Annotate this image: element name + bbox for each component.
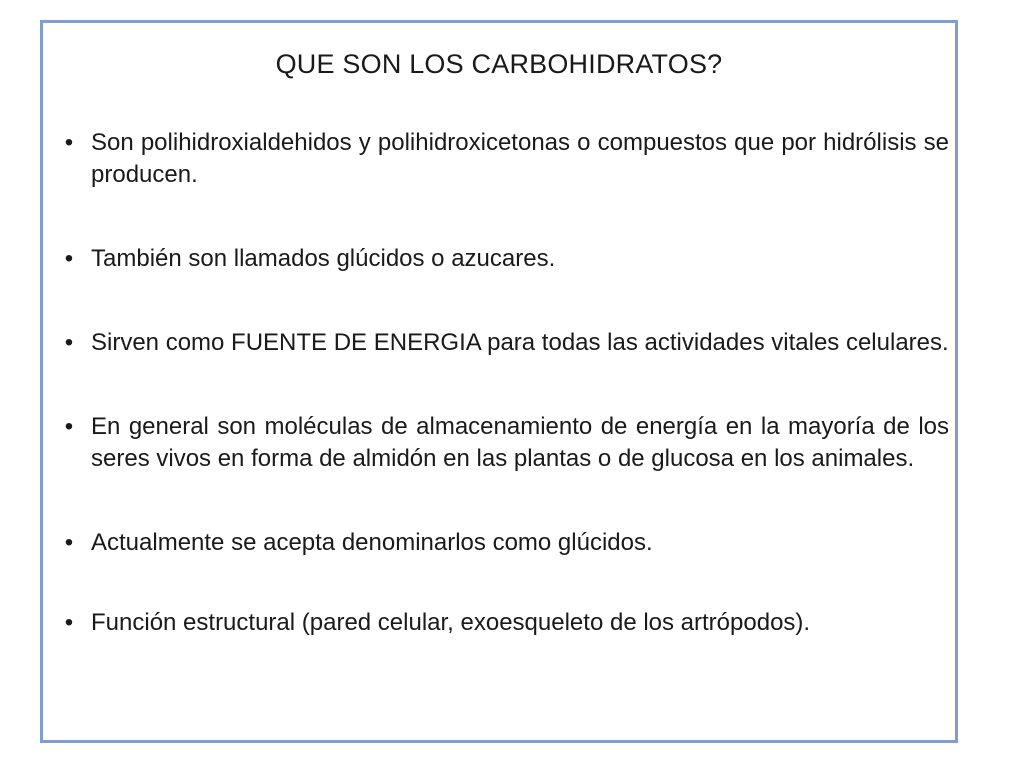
- bullet-text: Son polihidroxialdehidos y polihidroxicetonas o compuestos que por hidrólisis se producen.: [91, 129, 949, 188]
- bullet-item: [43, 607, 955, 639]
- bullet-dot-icon: •: [64, 609, 74, 636]
- bullet-text: En general son moléculas de almacenamiento de energía en la mayoría de los seres vivos en forma de almidón en las plantas o de glucosa en los animales.: [91, 413, 949, 472]
- bullet-dot-icon: •: [64, 529, 74, 556]
- bullet-dot-icon: •: [64, 329, 74, 356]
- bullet-text: Función estructural (pared celular, exoesqueleto de los artrópodos).: [91, 609, 811, 636]
- bullet-text: Sirven como FUENTE DE ENERGIA para todas las actividades vitales celulares.: [91, 329, 949, 356]
- bullet-item: [43, 527, 955, 559]
- bullet-item: [43, 411, 955, 475]
- bullet-dot-icon: •: [64, 129, 74, 156]
- bullet-item: [43, 327, 955, 359]
- slide-title: QUE SON LOS CARBOHIDRATOS?: [275, 49, 723, 79]
- bullet-item: [43, 243, 955, 275]
- bullet-text: También son llamados glúcidos o azucares.: [91, 245, 556, 272]
- bullet-list: [43, 127, 955, 691]
- bullet-item: [43, 127, 955, 191]
- bullet-dot-icon: •: [64, 413, 74, 440]
- bullet-dot-icon: •: [64, 245, 74, 272]
- bullet-text: Actualmente se acepta denominarlos como glúcidos.: [91, 529, 653, 556]
- slide-frame: [40, 20, 958, 743]
